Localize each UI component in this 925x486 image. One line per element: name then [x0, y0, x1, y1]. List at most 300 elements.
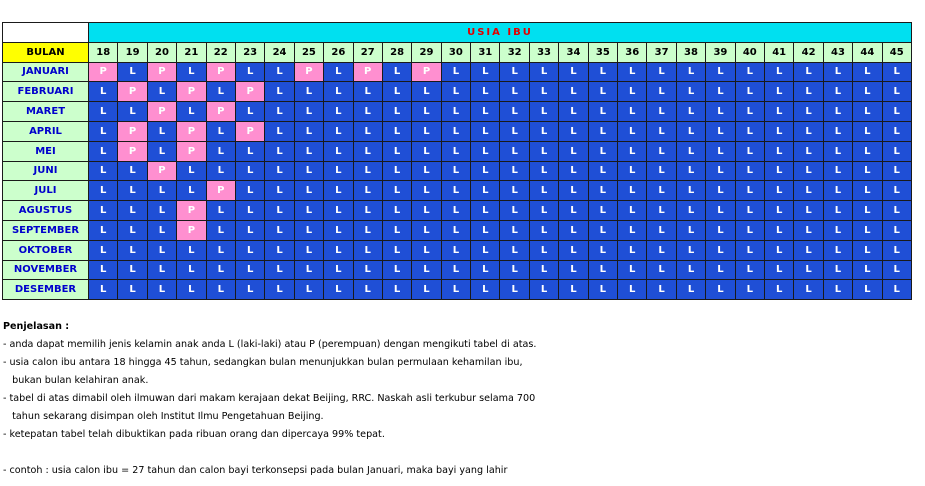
month-label: JULI	[3, 181, 89, 201]
gender-cell: L	[118, 240, 147, 260]
gender-cell: L	[706, 141, 735, 161]
gender-cell: L	[441, 121, 470, 141]
table-row	[3, 181, 912, 201]
gender-cell: L	[147, 201, 176, 221]
gender-cell: L	[735, 181, 764, 201]
gender-cell: L	[471, 62, 500, 82]
month-label: NOVEMBER	[3, 260, 89, 280]
gender-cell: L	[353, 141, 382, 161]
gender-cell: L	[500, 201, 529, 221]
note-line: - contoh : usia calon ibu = 27 tahun dan calon bayi terkonsepsi pada bulan Januari, maka bayi yang lahir	[3, 465, 508, 476]
gender-cell: L	[353, 201, 382, 221]
gender-cell: L	[147, 121, 176, 141]
gender-cell: L	[676, 62, 705, 82]
gender-cell: L	[882, 102, 911, 122]
gender-cell: L	[618, 62, 647, 82]
month-label: DESEMBER	[3, 280, 89, 300]
age-header-cell: 32	[500, 42, 529, 62]
age-header-cell: 27	[353, 42, 382, 62]
gender-cell: L	[324, 260, 353, 280]
gender-cell: L	[882, 121, 911, 141]
gender-cell: L	[265, 220, 294, 240]
gender-cell: L	[529, 62, 558, 82]
month-label: SEPTEMBER	[3, 220, 89, 240]
gender-cell: L	[794, 201, 823, 221]
gender-cell: L	[764, 201, 793, 221]
table-row	[3, 260, 912, 280]
gender-cell: L	[412, 82, 441, 102]
gender-cell: L	[89, 181, 118, 201]
gender-cell: L	[382, 201, 411, 221]
month-label: OKTOBER	[3, 240, 89, 260]
age-header-cell: 19	[118, 42, 147, 62]
usia-ibu-header: USIA IBU	[89, 23, 912, 43]
gender-cell: L	[529, 220, 558, 240]
gender-cell: L	[177, 181, 206, 201]
gender-cell: L	[794, 62, 823, 82]
gender-cell: L	[206, 201, 235, 221]
gender-cell: L	[382, 181, 411, 201]
gender-cell: L	[294, 260, 323, 280]
gender-cell: L	[265, 121, 294, 141]
gender-cell: L	[735, 62, 764, 82]
age-header-cell: 44	[853, 42, 882, 62]
gender-prediction-table	[2, 22, 912, 300]
gender-cell: L	[588, 201, 617, 221]
month-label: JUNI	[3, 161, 89, 181]
gender-cell: P	[206, 181, 235, 201]
gender-cell: L	[235, 280, 264, 300]
gender-cell: L	[676, 161, 705, 181]
gender-cell: L	[794, 181, 823, 201]
gender-cell: L	[588, 260, 617, 280]
gender-cell: L	[382, 220, 411, 240]
gender-cell: L	[706, 121, 735, 141]
gender-cell: L	[324, 181, 353, 201]
gender-cell: L	[559, 141, 588, 161]
gender-cell: L	[647, 102, 676, 122]
gender-cell: L	[324, 102, 353, 122]
age-header-cell: 20	[147, 42, 176, 62]
gender-cell: L	[588, 82, 617, 102]
gender-cell: L	[529, 141, 558, 161]
table-corner	[3, 23, 89, 43]
gender-cell: L	[382, 141, 411, 161]
gender-cell: P	[177, 201, 206, 221]
gender-cell: L	[764, 141, 793, 161]
gender-cell: L	[441, 82, 470, 102]
gender-cell: L	[618, 121, 647, 141]
gender-cell: L	[412, 141, 441, 161]
gender-cell: L	[353, 280, 382, 300]
gender-cell: L	[265, 181, 294, 201]
gender-cell: L	[89, 280, 118, 300]
gender-cell: L	[647, 62, 676, 82]
gender-cell: L	[353, 161, 382, 181]
gender-cell: L	[735, 220, 764, 240]
gender-cell: L	[823, 121, 852, 141]
gender-cell: L	[235, 181, 264, 201]
gender-cell: L	[353, 220, 382, 240]
gender-cell: L	[706, 280, 735, 300]
gender-cell: L	[500, 62, 529, 82]
gender-cell: L	[823, 161, 852, 181]
gender-cell: L	[441, 240, 470, 260]
gender-cell: L	[353, 240, 382, 260]
gender-cell: P	[206, 62, 235, 82]
gender-cell: L	[500, 102, 529, 122]
gender-cell: L	[89, 240, 118, 260]
note-line: - tabel di atas dimabil oleh ilmuwan dari makam kerajaan dekat Beijing, RRC. Naskah asli terkubur selama 700	[3, 393, 536, 404]
age-header-cell: 36	[618, 42, 647, 62]
gender-cell: L	[618, 201, 647, 221]
gender-cell: L	[412, 181, 441, 201]
gender-cell: L	[89, 260, 118, 280]
note-line: - ketepatan tabel telah dibuktikan pada ribuan orang dan dipercaya 99% tepat.	[3, 429, 385, 440]
gender-cell: L	[853, 141, 882, 161]
gender-cell: L	[882, 240, 911, 260]
gender-cell: L	[382, 240, 411, 260]
gender-cell: L	[853, 82, 882, 102]
gender-cell: P	[235, 82, 264, 102]
gender-cell: L	[441, 201, 470, 221]
age-header-cell: 29	[412, 42, 441, 62]
gender-cell: P	[147, 62, 176, 82]
age-header-cell: 33	[529, 42, 558, 62]
gender-cell: L	[500, 280, 529, 300]
gender-cell: L	[676, 260, 705, 280]
gender-cell: L	[647, 181, 676, 201]
gender-cell: L	[735, 121, 764, 141]
gender-cell: L	[823, 280, 852, 300]
gender-cell: L	[382, 62, 411, 82]
gender-cell: L	[618, 82, 647, 102]
gender-cell: L	[324, 121, 353, 141]
age-header-cell: 34	[559, 42, 588, 62]
gender-cell: L	[676, 280, 705, 300]
gender-cell: L	[706, 240, 735, 260]
age-header-cell: 25	[294, 42, 323, 62]
gender-cell: P	[118, 141, 147, 161]
gender-cell: L	[529, 82, 558, 102]
gender-cell: L	[324, 141, 353, 161]
gender-cell: L	[618, 260, 647, 280]
gender-cell: L	[500, 161, 529, 181]
gender-cell: P	[177, 82, 206, 102]
gender-cell: L	[559, 220, 588, 240]
gender-cell: L	[676, 181, 705, 201]
gender-cell: P	[206, 102, 235, 122]
gender-cell: L	[559, 201, 588, 221]
gender-cell: L	[529, 121, 558, 141]
notes-title: Penjelasan :	[3, 321, 70, 332]
gender-cell: L	[706, 62, 735, 82]
gender-cell: L	[294, 220, 323, 240]
gender-cell: L	[559, 161, 588, 181]
gender-cell: L	[235, 220, 264, 240]
table-row	[3, 141, 912, 161]
age-header-cell: 22	[206, 42, 235, 62]
gender-cell: L	[882, 260, 911, 280]
gender-cell: L	[147, 82, 176, 102]
gender-cell: L	[118, 62, 147, 82]
gender-cell: L	[823, 82, 852, 102]
gender-cell: L	[324, 161, 353, 181]
month-label: APRIL	[3, 121, 89, 141]
gender-cell: L	[647, 280, 676, 300]
gender-cell: L	[265, 62, 294, 82]
table-row	[3, 121, 912, 141]
note-line: tahun sekarang disimpan oleh Institut Ilmu Pengetahuan Beijing.	[3, 411, 324, 422]
gender-cell: L	[588, 141, 617, 161]
gender-cell: L	[500, 82, 529, 102]
gender-cell: L	[324, 62, 353, 82]
gender-cell: L	[147, 260, 176, 280]
gender-cell: L	[294, 141, 323, 161]
gender-cell: L	[441, 181, 470, 201]
gender-cell: L	[588, 102, 617, 122]
gender-cell: L	[353, 260, 382, 280]
gender-cell: L	[823, 181, 852, 201]
gender-cell: L	[235, 62, 264, 82]
note-line: - anda dapat memilih jenis kelamin anak anda L (laki-laki) atau P (perempuan) dengan mengikuti tabel di atas.	[3, 339, 537, 350]
gender-cell: L	[529, 181, 558, 201]
gender-cell: L	[764, 280, 793, 300]
gender-cell: L	[118, 161, 147, 181]
gender-cell: L	[764, 161, 793, 181]
gender-cell: L	[118, 280, 147, 300]
gender-cell: L	[706, 161, 735, 181]
gender-cell: L	[294, 240, 323, 260]
gender-cell: L	[794, 161, 823, 181]
gender-cell: L	[559, 260, 588, 280]
gender-cell: L	[618, 102, 647, 122]
gender-cell: L	[529, 280, 558, 300]
gender-cell: L	[794, 260, 823, 280]
gender-cell: P	[412, 62, 441, 82]
gender-cell: L	[177, 161, 206, 181]
table-row	[3, 280, 912, 300]
gender-cell: L	[618, 181, 647, 201]
gender-cell: L	[471, 201, 500, 221]
gender-cell: L	[823, 62, 852, 82]
gender-cell: L	[177, 260, 206, 280]
gender-cell: L	[324, 201, 353, 221]
gender-cell: L	[265, 141, 294, 161]
gender-cell: L	[676, 82, 705, 102]
header-row-usia	[3, 23, 912, 43]
gender-cell: L	[265, 260, 294, 280]
gender-cell: L	[118, 102, 147, 122]
month-label: MEI	[3, 141, 89, 161]
table-row	[3, 82, 912, 102]
gender-cell: P	[89, 62, 118, 82]
gender-cell: L	[882, 141, 911, 161]
gender-cell: L	[471, 102, 500, 122]
gender-cell: L	[471, 161, 500, 181]
gender-cell: L	[206, 82, 235, 102]
gender-cell: L	[735, 260, 764, 280]
gender-cell: L	[853, 201, 882, 221]
gender-cell: L	[382, 102, 411, 122]
month-label: MARET	[3, 102, 89, 122]
gender-cell: L	[235, 102, 264, 122]
age-header-cell: 35	[588, 42, 617, 62]
gender-cell: L	[735, 280, 764, 300]
gender-cell: L	[265, 201, 294, 221]
gender-cell: L	[118, 260, 147, 280]
gender-cell: L	[823, 260, 852, 280]
age-header-cell: 24	[265, 42, 294, 62]
notes-section	[3, 318, 903, 480]
gender-cell: L	[500, 260, 529, 280]
gender-cell: L	[471, 82, 500, 102]
gender-cell: L	[441, 280, 470, 300]
month-label: FEBRUARI	[3, 82, 89, 102]
gender-cell: L	[823, 220, 852, 240]
gender-cell: P	[118, 82, 147, 102]
gender-cell: P	[147, 161, 176, 181]
gender-cell: L	[794, 102, 823, 122]
gender-cell: L	[147, 240, 176, 260]
gender-cell: L	[89, 141, 118, 161]
gender-cell: L	[206, 260, 235, 280]
gender-cell: L	[89, 161, 118, 181]
gender-cell: L	[764, 220, 793, 240]
gender-cell: L	[471, 121, 500, 141]
gender-cell: L	[382, 260, 411, 280]
gender-cell: L	[324, 240, 353, 260]
gender-cell: L	[412, 121, 441, 141]
gender-cell: L	[764, 260, 793, 280]
age-header-cell: 40	[735, 42, 764, 62]
gender-cell: L	[206, 141, 235, 161]
gender-cell: L	[441, 102, 470, 122]
gender-cell: L	[676, 141, 705, 161]
gender-cell: L	[735, 141, 764, 161]
gender-cell: L	[324, 82, 353, 102]
gender-cell: L	[441, 62, 470, 82]
gender-cell: L	[412, 240, 441, 260]
gender-cell: L	[853, 260, 882, 280]
gender-cell: L	[618, 161, 647, 181]
gender-cell: L	[118, 220, 147, 240]
gender-cell: L	[353, 121, 382, 141]
gender-cell: L	[882, 220, 911, 240]
gender-cell: L	[764, 240, 793, 260]
gender-cell: L	[618, 280, 647, 300]
gender-cell: L	[294, 201, 323, 221]
gender-cell: L	[764, 82, 793, 102]
gender-cell: L	[294, 121, 323, 141]
gender-cell: L	[500, 220, 529, 240]
header-row-ages	[3, 42, 912, 62]
month-label: AGUSTUS	[3, 201, 89, 221]
gender-cell: L	[441, 141, 470, 161]
gender-cell: L	[882, 280, 911, 300]
gender-cell: L	[382, 280, 411, 300]
gender-cell: L	[382, 121, 411, 141]
table-row	[3, 161, 912, 181]
gender-cell: L	[676, 201, 705, 221]
gender-cell: L	[559, 102, 588, 122]
gender-cell: L	[588, 280, 617, 300]
gender-cell: L	[588, 220, 617, 240]
gender-cell: L	[147, 280, 176, 300]
gender-cell: L	[559, 181, 588, 201]
gender-cell: L	[676, 121, 705, 141]
gender-cell: L	[853, 161, 882, 181]
note-line: - usia calon ibu antara 18 hingga 45 tahun, sedangkan bulan menunjukkan bulan permulaan kehamilan ibu,	[3, 357, 523, 368]
age-header-cell: 18	[89, 42, 118, 62]
gender-cell: L	[412, 161, 441, 181]
gender-cell: L	[823, 240, 852, 260]
gender-cell: L	[618, 240, 647, 260]
gender-cell: L	[735, 201, 764, 221]
gender-cell: L	[853, 181, 882, 201]
table-row	[3, 201, 912, 221]
gender-cell: L	[647, 260, 676, 280]
gender-cell: P	[118, 121, 147, 141]
age-header-cell: 38	[676, 42, 705, 62]
gender-cell: L	[118, 181, 147, 201]
gender-cell: L	[853, 102, 882, 122]
gender-cell: L	[764, 102, 793, 122]
gender-cell: L	[647, 141, 676, 161]
gender-cell: L	[735, 240, 764, 260]
age-header-cell: 26	[324, 42, 353, 62]
gender-cell: L	[764, 62, 793, 82]
gender-cell: L	[647, 240, 676, 260]
gender-cell: L	[647, 82, 676, 102]
gender-cell: L	[89, 121, 118, 141]
table-row	[3, 240, 912, 260]
gender-cell: L	[794, 240, 823, 260]
gender-cell: L	[500, 181, 529, 201]
gender-cell: L	[324, 280, 353, 300]
age-header-cell: 43	[823, 42, 852, 62]
gender-cell: L	[706, 260, 735, 280]
gender-cell: L	[441, 220, 470, 240]
month-label: JANUARI	[3, 62, 89, 82]
gender-cell: L	[735, 82, 764, 102]
gender-cell: P	[177, 121, 206, 141]
gender-cell: L	[676, 240, 705, 260]
gender-cell: L	[588, 161, 617, 181]
gender-cell: L	[559, 280, 588, 300]
gender-cell: L	[471, 181, 500, 201]
gender-cell: L	[89, 82, 118, 102]
gender-cell: L	[823, 141, 852, 161]
gender-cell: L	[177, 240, 206, 260]
gender-cell: L	[706, 102, 735, 122]
gender-cell: L	[235, 240, 264, 260]
age-header-cell: 39	[706, 42, 735, 62]
gender-cell: L	[265, 240, 294, 260]
gender-cell: L	[706, 201, 735, 221]
gender-cell: L	[412, 220, 441, 240]
gender-cell: L	[206, 121, 235, 141]
gender-cell: L	[265, 161, 294, 181]
gender-cell: L	[529, 240, 558, 260]
gender-cell: L	[500, 240, 529, 260]
gender-cell: L	[529, 201, 558, 221]
gender-cell: L	[882, 181, 911, 201]
age-header-cell: 42	[794, 42, 823, 62]
gender-cell: L	[294, 280, 323, 300]
gender-cell: L	[471, 141, 500, 161]
gender-cell: L	[882, 62, 911, 82]
